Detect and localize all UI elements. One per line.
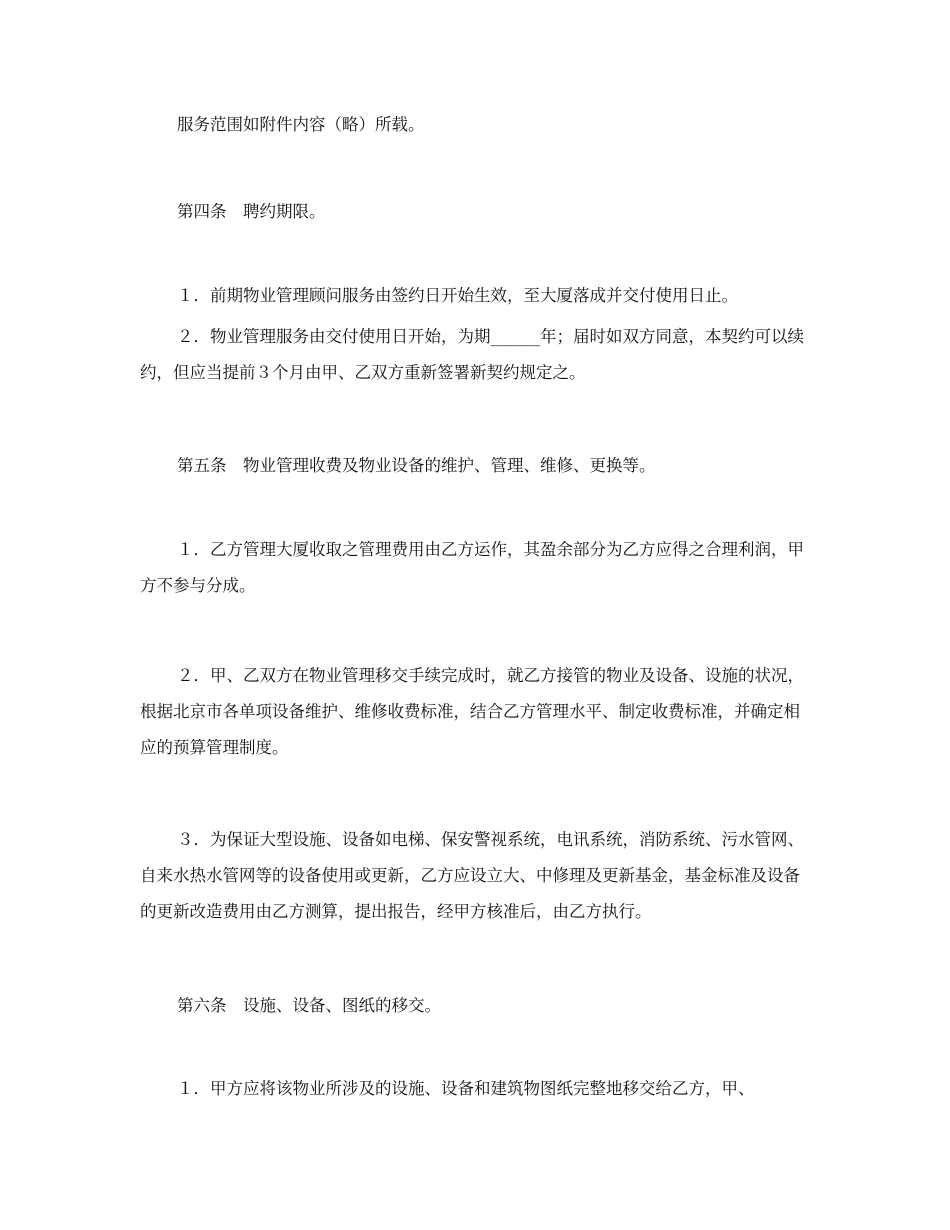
paragraph-article-4-item-2: ２．物业管理服务由交付使用日开始，为期______年；届时如双方同意，本契约可以续约，但应当提前３个月由甲、乙双方重新签署新契约规定之。 (140, 327, 804, 382)
paragraph-article-4-item-1: １．前期物业管理顾问服务由签约日开始生效，至大厦落成并交付使用日止。 (177, 286, 738, 305)
paragraph-service-scope: 服务范围如附件内容（略）所载。 (177, 115, 425, 134)
heading-article-4: 第四条 聘约期限。 (177, 202, 326, 221)
paragraph-article-5-item-3: ３．为保证大型设施、设备如电梯、保安警视系统，电讯系统，消防系统、污水管网、自来水热水管网等的设备使用或更新，乙方应设立大、中修理及更新基金，基金标准及设备的更新改造费用由乙方测算，提出报告，经甲方核准后，由乙方执行。 (140, 830, 804, 921)
heading-article-6: 第六条 设施、设备、图纸的移交。 (177, 996, 441, 1015)
paragraph-article-5-item-1: １．乙方管理大厦收取之管理费用由乙方运作，其盈余部分为乙方应得之合理利润，甲方不参与分成。 (140, 540, 804, 595)
heading-article-5: 第五条 物业管理收费及物业设备的维护、管理、维修、更换等。 (177, 456, 656, 475)
paragraph-article-5-item-2: ２．甲、乙双方在物业管理移交手续完成时，就乙方接管的物业及设备、设施的状况，根据北京市各单项设备维护、维修收费标准，结合乙方管理水平、制定收费标准，并确定相应的预算管理制度。 (140, 666, 804, 757)
paragraph-article-6-item-1: １．甲方应将该物业所涉及的设施、设备和建筑物图纸完整地移交给乙方，甲、 (177, 1079, 755, 1098)
